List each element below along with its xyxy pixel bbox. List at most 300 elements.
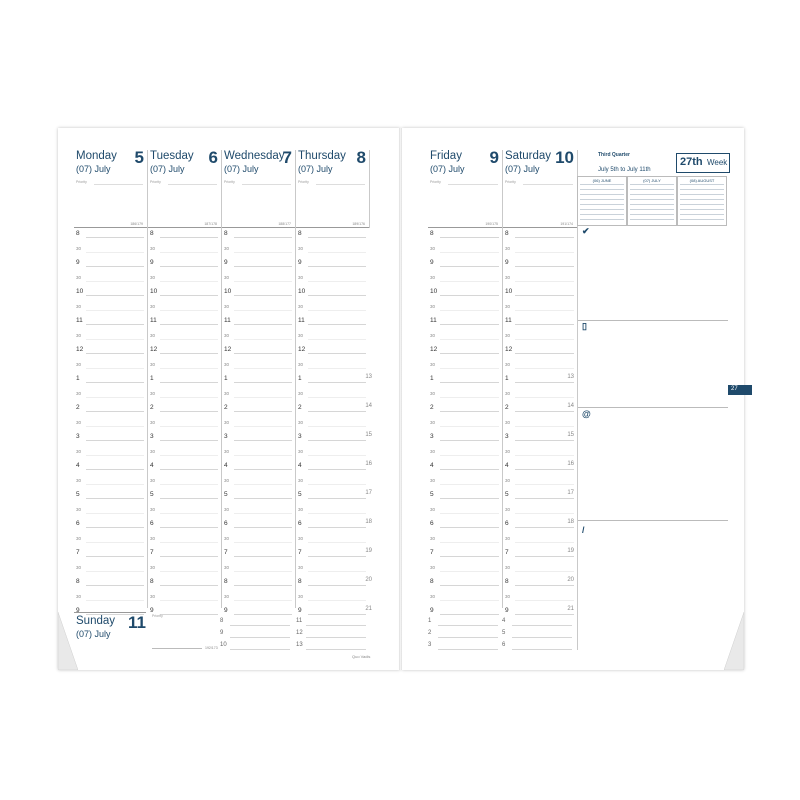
hour-label: 5: [298, 491, 302, 498]
hour-line[interactable]: [86, 237, 144, 238]
mini-calendar-grid: [580, 184, 624, 223]
hour-line[interactable]: [440, 237, 499, 238]
mini-calendar-august[interactable]: [677, 176, 727, 226]
half-hour-line[interactable]: [308, 368, 366, 369]
half-hour-label: 30: [224, 303, 230, 309]
half-hour-line[interactable]: [234, 368, 292, 369]
half-hour-line[interactable]: [86, 571, 144, 572]
half-hour-label: 30: [298, 390, 304, 396]
hour-line[interactable]: [440, 324, 499, 325]
half-hour-line[interactable]: [440, 542, 499, 543]
week-tab-label: 27: [731, 386, 738, 392]
hour-line[interactable]: [308, 585, 366, 586]
half-hour-label: 30: [505, 506, 511, 512]
half-hour-line[interactable]: [440, 368, 499, 369]
hour-label: 6: [430, 520, 434, 527]
half-hour-line[interactable]: [160, 339, 218, 340]
half-hour-line[interactable]: [308, 542, 366, 543]
half-hour-line[interactable]: [86, 513, 144, 514]
half-hour-line[interactable]: [234, 571, 292, 572]
half-hour-label: 30: [430, 245, 436, 251]
half-hour-label: 30: [224, 274, 230, 280]
hour-line[interactable]: [160, 324, 218, 325]
hour-line[interactable]: [308, 556, 366, 557]
half-hour-line[interactable]: [86, 252, 144, 253]
hour-line[interactable]: [308, 469, 366, 470]
hour-line[interactable]: [440, 266, 499, 267]
day-code: 188/177: [278, 222, 291, 226]
day-header[interactable]: [222, 150, 296, 228]
half-hour-label: 30: [76, 448, 82, 454]
half-hour-line[interactable]: [440, 426, 499, 427]
half-hour-line[interactable]: [160, 513, 218, 514]
hour-label: 8: [224, 230, 228, 237]
hour-line[interactable]: [234, 440, 292, 441]
half-hour-line[interactable]: [308, 339, 366, 340]
half-hour-label: 30: [150, 477, 156, 483]
hour-line[interactable]: [86, 382, 144, 383]
hour-line[interactable]: [308, 324, 366, 325]
half-hour-line[interactable]: [515, 513, 574, 514]
pen-icon: /: [582, 525, 585, 535]
half-hour-label: 30: [505, 245, 511, 251]
sunday-slot-line[interactable]: [306, 649, 366, 650]
priority-label: Priority: [76, 180, 87, 184]
hour-line[interactable]: [515, 382, 574, 383]
week-word: Week: [707, 158, 728, 167]
half-hour-line[interactable]: [160, 426, 218, 427]
hour-label: 4: [224, 462, 228, 469]
saturday-slot-line[interactable]: [438, 625, 498, 626]
hour-label: 5: [505, 491, 509, 498]
hour-line[interactable]: [86, 585, 144, 586]
half-hour-line[interactable]: [515, 339, 574, 340]
header-divider: [74, 227, 147, 228]
hour-line[interactable]: [308, 527, 366, 528]
day-number: 5: [134, 148, 144, 167]
saturday-slot-line[interactable]: [512, 649, 572, 650]
half-hour-line[interactable]: [308, 600, 366, 601]
half-hour-line[interactable]: [160, 600, 218, 601]
hour-label: 4: [505, 462, 509, 469]
hour-line[interactable]: [86, 527, 144, 528]
hour-label: 12: [298, 346, 306, 353]
half-hour-line[interactable]: [515, 426, 574, 427]
hour-line[interactable]: [234, 585, 292, 586]
hour-line[interactable]: [160, 440, 218, 441]
saturday-slot: 6: [502, 642, 506, 648]
saturday-slot: 4: [502, 618, 506, 624]
day-name: Wednesday: [224, 150, 285, 162]
half-hour-label: 30: [150, 535, 156, 541]
hour-line[interactable]: [86, 498, 144, 499]
half-hour-line[interactable]: [308, 252, 366, 253]
hour-line[interactable]: [515, 614, 574, 615]
hour-line[interactable]: [234, 353, 292, 354]
header-divider: [428, 227, 502, 228]
hour-line[interactable]: [515, 585, 574, 586]
half-hour-line[interactable]: [440, 281, 499, 282]
half-hour-label: 30: [298, 564, 304, 570]
half-hour-line[interactable]: [308, 397, 366, 398]
evening-number: 18: [365, 519, 372, 525]
sunday-sub: (07) July: [76, 629, 111, 639]
hour-label: 7: [150, 549, 154, 556]
hour-line[interactable]: [160, 585, 218, 586]
hour-line[interactable]: [440, 469, 499, 470]
half-hour-line[interactable]: [440, 310, 499, 311]
half-hour-label: 30: [505, 535, 511, 541]
hour-line[interactable]: [234, 556, 292, 557]
half-hour-line[interactable]: [160, 252, 218, 253]
half-hour-line[interactable]: [440, 397, 499, 398]
hour-line[interactable]: [234, 614, 292, 615]
half-hour-line[interactable]: [234, 600, 292, 601]
half-hour-line[interactable]: [234, 513, 292, 514]
half-hour-label: 30: [298, 477, 304, 483]
half-hour-label: 30: [298, 245, 304, 251]
half-hour-label: 30: [150, 332, 156, 338]
hour-line[interactable]: [308, 353, 366, 354]
half-hour-line[interactable]: [160, 455, 218, 456]
hour-label: 4: [76, 462, 80, 469]
mini-calendar-grid: [630, 184, 674, 223]
saturday-slot-line[interactable]: [512, 637, 572, 638]
hour-label: 4: [430, 462, 434, 469]
sunday-slot-line[interactable]: [230, 649, 290, 650]
notes-separator: [578, 520, 728, 521]
hour-line[interactable]: [86, 295, 144, 296]
hour-line[interactable]: [234, 382, 292, 383]
saturday-slot: 3: [428, 642, 432, 648]
half-hour-line[interactable]: [308, 281, 366, 282]
hour-line[interactable]: [86, 411, 144, 412]
hour-line[interactable]: [440, 585, 499, 586]
evening-number: 15: [365, 432, 372, 438]
half-hour-line[interactable]: [234, 281, 292, 282]
half-hour-label: 30: [224, 593, 230, 599]
hour-line[interactable]: [234, 469, 292, 470]
half-hour-line[interactable]: [234, 397, 292, 398]
priority-label: Priority: [430, 180, 441, 184]
hour-line[interactable]: [515, 498, 574, 499]
hour-line[interactable]: [440, 498, 499, 499]
hour-line[interactable]: [515, 237, 574, 238]
hour-line[interactable]: [515, 411, 574, 412]
hour-line[interactable]: [234, 324, 292, 325]
hour-line[interactable]: [86, 469, 144, 470]
hour-line[interactable]: [160, 614, 218, 615]
hour-label: 3: [224, 433, 228, 440]
sunday-slot-line[interactable]: [230, 625, 290, 626]
sunday-slot-line[interactable]: [306, 625, 366, 626]
priority-label: Priority: [150, 180, 161, 184]
hour-line[interactable]: [160, 353, 218, 354]
saturday-slot: 2: [428, 630, 432, 636]
half-hour-line[interactable]: [160, 571, 218, 572]
hour-label: 7: [224, 549, 228, 556]
half-hour-line[interactable]: [86, 281, 144, 282]
sunday-priority: Priority: [152, 614, 163, 618]
hour-label: 9: [224, 607, 228, 614]
hour-line[interactable]: [234, 237, 292, 238]
half-hour-line[interactable]: [308, 310, 366, 311]
half-hour-line[interactable]: [234, 484, 292, 485]
day-month: (07) July: [76, 164, 111, 174]
half-hour-label: 30: [298, 593, 304, 599]
hour-label: 9: [76, 259, 80, 266]
half-hour-line[interactable]: [86, 455, 144, 456]
notes-divider: [577, 228, 578, 650]
half-hour-line[interactable]: [515, 542, 574, 543]
half-hour-label: 30: [224, 361, 230, 367]
hour-line[interactable]: [160, 237, 218, 238]
half-hour-line[interactable]: [440, 600, 499, 601]
half-hour-line[interactable]: [515, 281, 574, 282]
evening-number: 21: [567, 606, 574, 612]
hour-line[interactable]: [308, 295, 366, 296]
hour-line[interactable]: [440, 411, 499, 412]
hour-line[interactable]: [308, 498, 366, 499]
half-hour-label: 30: [430, 477, 436, 483]
half-hour-line[interactable]: [308, 426, 366, 427]
hour-line[interactable]: [86, 324, 144, 325]
half-hour-label: 30: [150, 506, 156, 512]
half-hour-line[interactable]: [440, 252, 499, 253]
hour-line[interactable]: [160, 527, 218, 528]
half-hour-line[interactable]: [160, 368, 218, 369]
hour-label: 8: [298, 230, 302, 237]
hour-line[interactable]: [515, 324, 574, 325]
hour-line[interactable]: [234, 411, 292, 412]
hour-label: 11: [224, 317, 231, 324]
hour-label: 6: [150, 520, 154, 527]
mini-calendar-title: (08) AUGUST: [689, 178, 715, 183]
hour-line[interactable]: [440, 614, 499, 615]
evening-number: 20: [567, 577, 574, 583]
hour-line[interactable]: [234, 527, 292, 528]
half-hour-line[interactable]: [308, 484, 366, 485]
half-hour-line[interactable]: [86, 484, 144, 485]
hour-line[interactable]: [160, 295, 218, 296]
hour-line[interactable]: [440, 295, 499, 296]
hour-line[interactable]: [86, 440, 144, 441]
half-hour-line[interactable]: [234, 455, 292, 456]
half-hour-line[interactable]: [234, 310, 292, 311]
half-hour-line[interactable]: [86, 600, 144, 601]
half-hour-label: 30: [76, 419, 82, 425]
hour-line[interactable]: [234, 295, 292, 296]
half-hour-line[interactable]: [515, 455, 574, 456]
half-hour-line[interactable]: [515, 571, 574, 572]
half-hour-label: 30: [76, 274, 82, 280]
half-hour-label: 30: [76, 303, 82, 309]
hour-line[interactable]: [515, 556, 574, 557]
hour-line[interactable]: [308, 411, 366, 412]
day-name: Thursday: [298, 150, 346, 162]
hour-line[interactable]: [160, 556, 218, 557]
hour-line[interactable]: [234, 266, 292, 267]
half-hour-label: 30: [150, 245, 156, 251]
hour-line[interactable]: [308, 440, 366, 441]
hour-line[interactable]: [86, 556, 144, 557]
hour-label: 3: [298, 433, 302, 440]
half-hour-line[interactable]: [86, 339, 144, 340]
half-hour-label: 30: [76, 332, 82, 338]
half-hour-line[interactable]: [160, 310, 218, 311]
half-hour-label: 30: [224, 332, 230, 338]
day-code: 186/179: [130, 222, 143, 226]
sunday-block[interactable]: [74, 612, 146, 653]
half-hour-label: 30: [150, 564, 156, 570]
hour-line[interactable]: [515, 469, 574, 470]
half-hour-line[interactable]: [86, 310, 144, 311]
half-hour-line[interactable]: [515, 368, 574, 369]
week-tab[interactable]: [728, 385, 752, 395]
half-hour-label: 30: [76, 506, 82, 512]
day-header[interactable]: [503, 150, 578, 228]
week-number: 27th: [680, 156, 703, 168]
hour-line[interactable]: [308, 382, 366, 383]
hour-line[interactable]: [86, 353, 144, 354]
saturday-slot: 1: [428, 618, 432, 624]
half-hour-label: 30: [298, 303, 304, 309]
half-hour-label: 30: [505, 390, 511, 396]
saturday-slot-line[interactable]: [438, 637, 498, 638]
half-hour-label: 30: [430, 593, 436, 599]
hour-label: 5: [150, 491, 154, 498]
hour-label: 3: [150, 433, 154, 440]
half-hour-line[interactable]: [308, 455, 366, 456]
half-hour-line[interactable]: [440, 571, 499, 572]
day-header[interactable]: [74, 150, 148, 228]
priority-line: [316, 184, 365, 185]
day-month: (07) July: [430, 164, 465, 174]
header-divider: [148, 227, 221, 228]
day-name: Friday: [430, 150, 462, 162]
phone-icon: ▯: [582, 321, 587, 331]
half-hour-line[interactable]: [308, 571, 366, 572]
half-hour-label: 30: [505, 332, 511, 338]
half-hour-line[interactable]: [234, 252, 292, 253]
sunday-slot-line[interactable]: [306, 637, 366, 638]
email-icon: @: [582, 409, 591, 419]
sunday-slot-line[interactable]: [230, 637, 290, 638]
half-hour-line[interactable]: [160, 397, 218, 398]
half-hour-line[interactable]: [308, 513, 366, 514]
hour-line[interactable]: [440, 382, 499, 383]
half-hour-line[interactable]: [160, 542, 218, 543]
evening-number: 15: [567, 432, 574, 438]
hour-line[interactable]: [440, 353, 499, 354]
hour-line[interactable]: [160, 382, 218, 383]
hour-label: 10: [505, 288, 513, 295]
sunday-slot: 12: [296, 630, 303, 636]
hour-label: 4: [150, 462, 154, 469]
half-hour-line[interactable]: [86, 542, 144, 543]
half-hour-label: 30: [505, 274, 511, 280]
mini-calendar-june[interactable]: [577, 176, 627, 226]
half-hour-line[interactable]: [86, 368, 144, 369]
half-hour-line[interactable]: [234, 426, 292, 427]
hour-label: 12: [76, 346, 84, 353]
hour-line[interactable]: [160, 266, 218, 267]
hour-label: 3: [430, 433, 434, 440]
hour-label: 6: [505, 520, 509, 527]
hour-label: 1: [150, 375, 154, 382]
hour-label: 2: [505, 404, 509, 411]
hour-line[interactable]: [308, 614, 366, 615]
hour-line[interactable]: [515, 353, 574, 354]
half-hour-label: 30: [430, 361, 436, 367]
saturday-slot-line[interactable]: [438, 649, 498, 650]
half-hour-label: 30: [224, 535, 230, 541]
hour-line[interactable]: [515, 295, 574, 296]
half-hour-label: 30: [298, 361, 304, 367]
hour-label: 7: [505, 549, 509, 556]
hour-line[interactable]: [308, 237, 366, 238]
half-hour-line[interactable]: [160, 281, 218, 282]
half-hour-line[interactable]: [515, 310, 574, 311]
hour-line[interactable]: [515, 527, 574, 528]
hour-line[interactable]: [515, 266, 574, 267]
day-header[interactable]: [428, 150, 503, 228]
half-hour-label: 30: [224, 477, 230, 483]
half-hour-label: 30: [505, 419, 511, 425]
half-hour-line[interactable]: [86, 426, 144, 427]
saturday-slot-line[interactable]: [512, 625, 572, 626]
hour-line[interactable]: [515, 440, 574, 441]
hour-line[interactable]: [440, 440, 499, 441]
priority-line: [94, 184, 143, 185]
half-hour-line[interactable]: [86, 397, 144, 398]
day-header[interactable]: [148, 150, 222, 228]
hour-line[interactable]: [160, 498, 218, 499]
day-header[interactable]: [296, 150, 370, 228]
half-hour-line[interactable]: [515, 397, 574, 398]
half-hour-line[interactable]: [515, 600, 574, 601]
hour-line[interactable]: [160, 469, 218, 470]
mini-calendar-july[interactable]: [627, 176, 677, 226]
day-number: 7: [282, 148, 292, 167]
hour-line[interactable]: [234, 498, 292, 499]
half-hour-line[interactable]: [440, 513, 499, 514]
notes-separator: [578, 407, 728, 408]
half-hour-line[interactable]: [515, 252, 574, 253]
half-hour-line[interactable]: [440, 339, 499, 340]
half-hour-line[interactable]: [440, 455, 499, 456]
priority-label: Priority: [298, 180, 309, 184]
hour-label: 7: [298, 549, 302, 556]
half-hour-line[interactable]: [515, 484, 574, 485]
hour-label: 8: [224, 578, 228, 585]
hour-label: 5: [430, 491, 434, 498]
hour-line[interactable]: [86, 266, 144, 267]
half-hour-line[interactable]: [234, 339, 292, 340]
half-hour-label: 30: [298, 419, 304, 425]
half-hour-line[interactable]: [160, 484, 218, 485]
hour-line[interactable]: [440, 556, 499, 557]
saturday-slot: 5: [502, 630, 506, 636]
sunday-slot: 10: [220, 642, 227, 648]
half-hour-label: 30: [224, 419, 230, 425]
hour-line[interactable]: [160, 411, 218, 412]
half-hour-line[interactable]: [440, 484, 499, 485]
evening-number: 14: [365, 403, 372, 409]
hour-line[interactable]: [308, 266, 366, 267]
half-hour-line[interactable]: [234, 542, 292, 543]
hour-line[interactable]: [440, 527, 499, 528]
